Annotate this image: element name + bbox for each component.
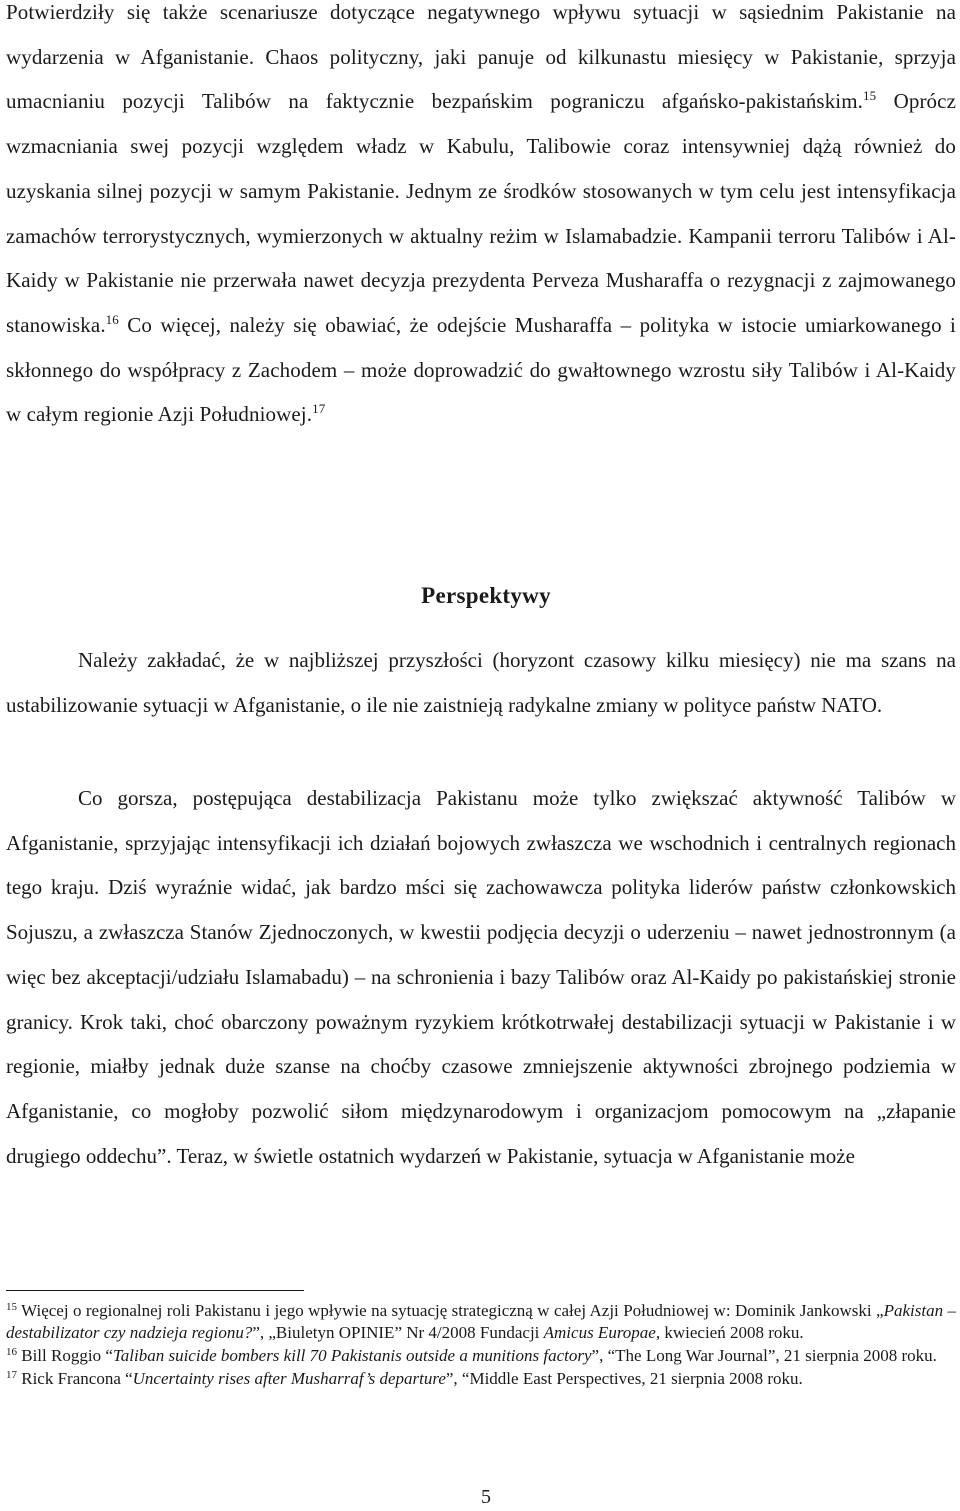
footnote-number: 15 xyxy=(6,1301,17,1313)
footnote-text: ”, „Biuletyn OPINIE” Nr 4/2008 Fundacji xyxy=(252,1323,544,1342)
footnote-number: 16 xyxy=(6,1346,17,1358)
footnote-text: ”, “The Long War Journal”, 21 sierpnia 2008 roku. xyxy=(591,1346,937,1365)
paragraph-1-text-c: Co więcej, należy się obawiać, że odejście Musharaffa – polityka w istocie umiarkowanego i skłonnego do współpracy z Zachodem – może doprowadzić do gwałtownego wzrostu siły Talibów i Al-Kaidy w całym regionie Azji Południowej. xyxy=(6,312,956,427)
body-paragraph-1 xyxy=(6,0,956,437)
footnote-title: Uncertainty rises after Musharraf’s departure xyxy=(132,1369,446,1388)
footnotes xyxy=(6,1300,956,1390)
document-page xyxy=(6,0,956,1511)
footnote-title: Pakistan – destabilizator czy nadzieja regionu? xyxy=(6,1301,956,1342)
footnote-text: , kwiecień 2008 roku. xyxy=(655,1323,804,1342)
footnote-ref-15[interactable]: 15 xyxy=(863,88,877,104)
footnote-title: Taliban suicide bombers kill 70 Pakistanis outside a munitions factory xyxy=(112,1346,592,1365)
section-heading: Perspektywy xyxy=(421,583,551,608)
footnote-separator xyxy=(6,1290,304,1291)
body-paragraph-3: Co gorsza, postępująca destabilizacja Pakistanu może tylko zwiększać aktywność Talibów w Afganistanie, sprzyjając intensyfikacji ich działań bojowych zwłaszcza we wschodnich i centralnych regionach tego kraju. Dziś wyraźnie widać, jak bardzo mści się zachowawcza polityka liderów państw członkowskich Sojuszu, a zwłaszcza Stanów Zjednoczonych, w kwestii podjęcia decyzji o uderzeniu – nawet jednostronnym (a więc bez akceptacji/udziału Islamabadu) – na schronienia i bazy Talibów oraz Al-Kaidy po pakistańskiej stronie granicy. Krok taki, choć obarczony poważnym ryzykiem krótkotrwałej destabilizacji sytuacji w Pakistanie i w regionie, miałby jednak duże szanse na choćby czasowe zmniejszenie aktywności zbrojnego podziemia w Afganistanie, co mogłoby pozwolić siłom międzynarodowym i organizacjom pomocowym na „złapanie drugiego oddechu”. Teraz, w świetle ostatnich wydarzeń w Pakistanie, sytuacja w Afganistanie może xyxy=(6,786,956,1168)
footnote-15 xyxy=(6,1300,956,1344)
body-paragraph-2: Należy zakładać, że w najbliższej przyszłości (horyzont czasowy kilku miesięcy) nie ma szans na ustabilizowanie sytuacji w Afganistanie, o ile nie zaistnieją radykalne zmiany w polityce państw NATO. xyxy=(6,648,956,717)
footnote-number: 17 xyxy=(6,1369,17,1381)
footnote-ref-17[interactable]: 17 xyxy=(312,401,326,417)
footnote-text: Więcej o regionalnej roli Pakistanu i jego wpływie na sytuację strategiczną w całej Azji Południowej w: Dominik Jankowski „ xyxy=(17,1301,884,1320)
footnote-text: Rick Francona “ xyxy=(17,1369,133,1388)
footnote-text: Bill Roggio “ xyxy=(17,1346,113,1365)
paragraph-1-text-a: Potwierdziły się także scenariusze dotyczące negatywnego wpływu sytuacji w sąsiednim Pakistanie na wydarzenia w Afganistanie. Chaos polityczny, jaki panuje od kilkunastu miesięcy w Pakistanie, sprzyja umacnianiu pozycji Talibów na faktycznie bezpańskim pograniczu afgańsko-pakistańskim. xyxy=(6,0,956,114)
footnote-organization: Amicus Europae xyxy=(543,1323,656,1342)
footnote-text: ”, “Middle East Perspectives, 21 sierpnia 2008 roku. xyxy=(445,1369,803,1388)
footnote-17 xyxy=(6,1368,956,1390)
page-number: 5 xyxy=(481,1486,491,1508)
footnote-ref-16[interactable]: 16 xyxy=(105,311,119,327)
paragraph-1-text-b: Oprócz wzmacniania swej pozycji względem władz w Kabulu, Talibowie coraz intensywniej dążą również do uzyskania silnej pozycji w samym Pakistanie. Jednym ze środków stosowanych w tym celu jest intensyfikacja zamachów terrorystycznych, wymierzonych w aktualny reżim w Islamabadzie. Kampanii terroru Talibów i Al-Kaidy w Pakistanie nie przerwała nawet decyzja prezydenta Perveza Musharaffa o rezygnacji z zajmowanego stanowiska. xyxy=(6,89,956,337)
footnote-16 xyxy=(6,1345,956,1367)
